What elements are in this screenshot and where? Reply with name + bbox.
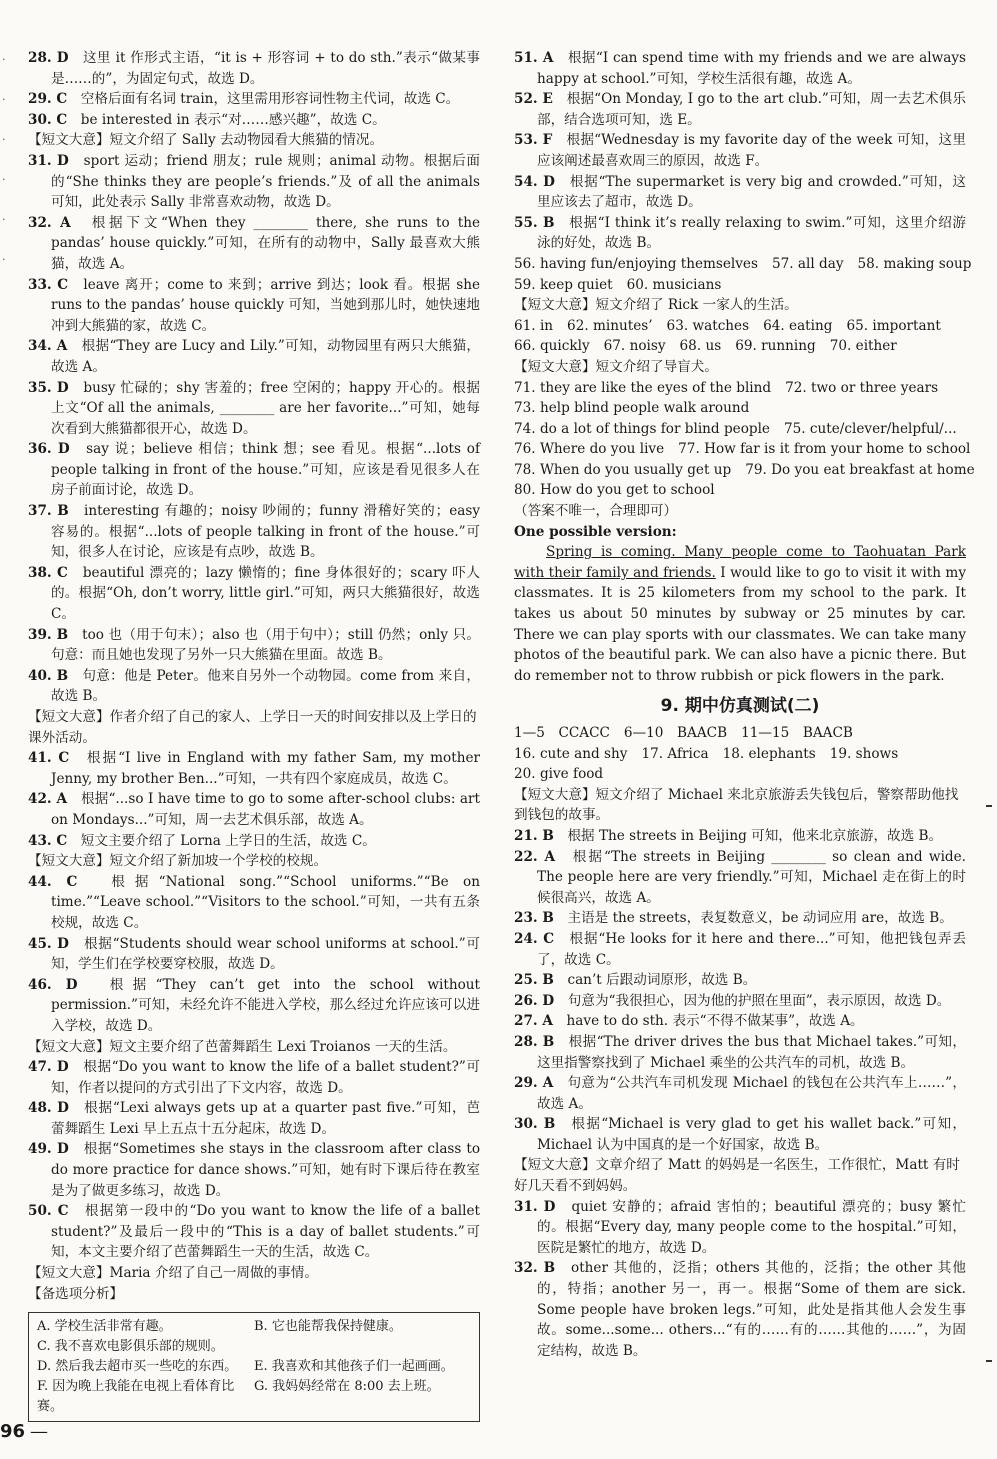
answer-item [28, 501, 480, 563]
item-number: 30. C [28, 111, 81, 128]
answer-item [514, 991, 966, 1012]
essay-underlined: Spring is coming. Many people come to Taohuatan Park with their family and friends. [514, 544, 966, 581]
right-column [514, 48, 975, 1361]
options-row [37, 1357, 471, 1377]
item-explanation: 句意为“我很担心，因为他的护照在里面”，表示原因，故选 D。 [567, 992, 951, 1009]
answer-item [514, 826, 966, 847]
item-number: 25. B [514, 972, 568, 989]
item-explanation: 根据“Do you want to know the life of a ballet student?”可知，作者以提问的方式引出了下文内容，故选 D。 [51, 1059, 480, 1096]
answer-item [28, 872, 480, 934]
answer-row [514, 460, 975, 481]
answer-entry: 65. important [846, 317, 941, 334]
answer-entry: 1—5 CCACC [514, 725, 610, 741]
options-row [37, 1317, 471, 1337]
option-entry: F. 因为晚上我能在电视上看体育比赛。 [37, 1379, 235, 1415]
passage-summary: 【短文大意】作者介绍了自己的家人、上学日一天的时间安排以及上学日的课外活动。 [28, 709, 477, 746]
answer-entry: 19. shows [829, 745, 899, 762]
item-explanation: have to do sth. 表示“不得不做某事”，故选 A。 [566, 1013, 864, 1030]
answer-item [514, 847, 966, 909]
answer-entry: 16. cute and shy [514, 745, 628, 762]
option-entry: G. 我妈妈经常在 8:00 去上班。 [254, 1379, 440, 1395]
answer-entry: 57. all day [771, 255, 844, 272]
note: （答案不唯一，合理即可） [514, 503, 678, 520]
answer-entry: 62. minutes’ [567, 317, 653, 334]
item-number: 48. D [28, 1100, 85, 1117]
item-number: 31. D [514, 1198, 572, 1215]
answer-item [28, 789, 480, 830]
item-number: 26. D [514, 992, 568, 1009]
answer-entry: 73. help blind people walk around [514, 400, 750, 417]
option-entry [254, 1337, 471, 1357]
answer-row [514, 378, 966, 399]
item-number: 34. A [28, 338, 82, 355]
binding-margin-marks: · · · · · · [2, 53, 6, 266]
item-number: 24. C [514, 930, 570, 947]
answer-entry: 79. Do you eat breakfast at home [745, 461, 975, 478]
options-row [37, 1377, 471, 1417]
answer-item [28, 213, 480, 275]
answer-item [514, 908, 966, 929]
item-number: 45. D [28, 935, 84, 952]
options-box [28, 1312, 480, 1422]
item-explanation: 根据“On Monday, I go to the art club.”可知，周一去艺术俱乐部，结合选项可知，选 E。 [537, 91, 966, 128]
answer-item [514, 1011, 966, 1032]
passage-summary: 【短文大意】短文介绍了 Sally 去动物园看大熊猫的情况。 [28, 132, 384, 149]
answer-item [28, 666, 480, 707]
answer-row [514, 336, 966, 357]
answer-entry: 71. they are like the eyes of the blind [514, 379, 772, 396]
item-explanation: 根据第一段中的“Do you want to know the life of a ballet student?”及最后一段中的“This is a day of ballet students.”可知，本文主要介绍了芭蕾舞蹈生一天的生活，故选 C。 [51, 1203, 480, 1261]
answer-entry: 11—15 BAACB [741, 725, 853, 741]
item-number: 50. C [28, 1203, 85, 1220]
item-number: 44. C [28, 873, 112, 890]
answer-item [28, 336, 480, 377]
item-explanation: 根据下文“When they ________ there, she runs to the pandas’ house quickly.”可知，在所有的动物中，Sally 最喜欢大熊猫，故选 A。 [51, 214, 480, 272]
item-explanation: 根据“Students should wear school uniforms at school.”可知，学生们在学校要穿校服，故选 D。 [51, 935, 481, 973]
answer-item [28, 563, 480, 625]
item-number: 40. B [28, 667, 83, 684]
answer-item [514, 1032, 966, 1073]
item-explanation: leave 离开；come to 来到；arrive 到达；look 看。根据 she runs to the pandas’ house quickly 可知，当她到那儿时，她快速地冲到大熊猫的家，故选 C。 [51, 276, 481, 334]
answer-entry: 61. in [514, 317, 554, 334]
passage-summary: 【短文大意】文章介绍了 Matt 的妈妈是一名医生，工作很忙，Matt 有时好几天看不到妈妈。 [514, 1157, 960, 1195]
passage-summary: 【备选项分析】 [28, 1285, 124, 1302]
answer-entry: 20. give food [514, 766, 604, 783]
item-number: 49. D [28, 1141, 84, 1158]
version-heading [514, 522, 966, 543]
page-number-dash: — [30, 1421, 48, 1442]
answer-item [28, 89, 480, 110]
answer-item [28, 151, 480, 213]
item-explanation: 根据“I live in England with my father Sam, my mother Jenny, my brother Ben...”可知，一共有四个家庭成员，故选 C。 [51, 750, 480, 787]
item-number: 29. A [514, 1075, 568, 1092]
passage-summary: 【短文大意】Maria 介绍了自己一周做的事情。 [28, 1265, 318, 1282]
answer-entry: 80. How do you get to school [514, 482, 715, 499]
item-number: 29. C [28, 91, 81, 108]
item-number: 53. F [514, 132, 567, 149]
item-explanation: 主语是 the streets，表复数意义，be 动词应用 are，故选 B。 [567, 910, 953, 927]
answer-item [514, 970, 966, 991]
item-explanation: 短文主要介绍了 Lorna 上学日的生活，故选 C。 [80, 832, 376, 849]
item-explanation: interesting 有趣的；noisy 吵闹的；funny 滑稽好笑的；easy 容易的。根据“...lots of people talking in front of the house.”可知，很多人在讨论，应该是有点吵，故选 B。 [51, 503, 480, 561]
passage-summary: 【短文大意】短文介绍了导盲犬。 [514, 358, 718, 375]
answer-item [514, 929, 966, 970]
answers-51-80 [514, 48, 975, 542]
answer-item [28, 1201, 480, 1263]
item-explanation: 句意为“公共汽车司机发现 Michael 的钱包在公共汽车上……”，故选 A。 [537, 1075, 966, 1112]
option-entry: C. 我不喜欢电影俱乐部的规则。 [37, 1339, 224, 1355]
version-heading-text: One possible version: [514, 523, 677, 540]
answer-item [28, 831, 480, 852]
answer-item [514, 130, 966, 171]
answer-item [28, 1139, 480, 1201]
item-explanation: 根据“The supermarket is very big and crowded.”可知，这里应该去了超市，故选 D。 [537, 173, 966, 211]
answer-row [514, 419, 966, 440]
answer-entry: 18. elephants [722, 745, 816, 762]
item-explanation: 根据“They can’t get into the school without permission.”可知，未经允许不能进入学校，那么经过允许应该可以进入学校，故选 D。 [51, 976, 480, 1034]
item-explanation: 根据“He looks for it here and there...”可知，他把钱包弄丢了，故选 C。 [537, 930, 966, 968]
item-explanation: 根据“The streets in Beijing ________ so clean and wide. The people here are very friendly.”可知，Michael 走在街上的时候很高兴，故选 A。 [537, 848, 966, 906]
item-number: 21. B [514, 827, 568, 844]
item-explanation: 根据“...so I have time to go to some after-school clubs: art on Mondays...”可知，周一去艺术俱乐部，故选 A。 [51, 791, 480, 828]
item-explanation: sport 运动；friend 朋友；rule 规则；animal 动物。根据后面的“She thinks they are people’s friends.”及 of all the animals 可知，此处表示 Sally 非常喜欢动物，故选 D。 [51, 152, 480, 211]
option-entry: E. 我喜欢和其他孩子们一起画画。 [254, 1359, 454, 1375]
answer-entry: 56. having fun/enjoying themselves [514, 255, 758, 272]
answer-entry: 67. noisy [603, 338, 666, 355]
answer-entry: 76. Where do you live [514, 441, 665, 458]
item-explanation: say 说；believe 相信；think 想；see 看见。根据“...lots of people talking in front of the house.”可知，应该是看见很多人在房子前面讨论，故选 D。 [51, 441, 480, 499]
passage-summary: 【短文大意】短文介绍了新加坡一个学校的校规。 [28, 853, 328, 870]
answer-item [514, 1197, 966, 1259]
answer-entry: 58. making soup [857, 255, 972, 272]
answer-item [28, 1098, 480, 1139]
item-number: 42. A [28, 791, 81, 808]
item-explanation: 根据“I can spend time with my friends and we are always happy at school.”可知，学校生活很有趣，故选 A。 [537, 50, 966, 87]
answer-entry: 59. keep quiet [514, 276, 613, 293]
answer-row [514, 744, 966, 765]
item-explanation: 根据 The streets in Beijing 可知，他来北京旅游，故选 B。 [567, 827, 943, 844]
item-number: 41. C [28, 750, 87, 767]
item-explanation: 根据“Lexi always gets up at a quarter past five.”可知，芭蕾舞蹈生 Lexi 早上五点十五分起床，故选 D。 [51, 1100, 480, 1137]
item-number: 32. B [514, 1260, 572, 1277]
item-number: 47. D [28, 1059, 84, 1076]
margin-tick [986, 805, 992, 807]
item-explanation: 根据“Sometimes she stays in the classroom after class to do more practice for dance shows.”可知，她有时下课后待在教室是为了做更多练习，故选 D。 [51, 1141, 480, 1199]
answer-item [28, 48, 480, 89]
answer-item [514, 1073, 966, 1114]
passage-summary: 【短文大意】短文主要介绍了芭蕾舞蹈生 Lexi Troianos 一天的生活。 [28, 1038, 457, 1055]
answer-entry: 75. cute/clever/helpful/... [783, 420, 957, 437]
answer-row [514, 439, 971, 460]
section-title: 9. 期中仿真测试(二) [660, 696, 820, 717]
answer-item [28, 378, 480, 440]
answer-entry: 68. us [679, 338, 722, 355]
item-explanation: 句意：他是 Peter。他来自另外一个动物园。come from 来自，故选 B。 [51, 667, 481, 705]
answer-row [514, 316, 966, 337]
answer-item [28, 625, 480, 666]
option-entry: A. 学校生活非常有趣。 [37, 1319, 172, 1335]
item-number: 46. D [28, 976, 110, 993]
item-explanation: quiet 安静的；afraid 害怕的；beautiful 漂亮的；busy 繁忙的。根据“Every day, many people come to the hospital.”可知，医院是繁忙的地方，故选 D。 [537, 1198, 967, 1256]
answer-row [514, 723, 966, 744]
item-number: 54. D [514, 173, 570, 190]
item-explanation: 这里 it 作形式主语，“it is + 形容词 + to do sth.”表示“做某事是……的”，为固定句式，故选 D。 [51, 50, 481, 87]
answer-item [28, 934, 480, 975]
answer-item [28, 275, 480, 337]
passage-summary: 【短文大意】短文介绍了 Michael 来北京旅游丢失钱包后，警察帮助他找到钱包的故事。 [514, 786, 959, 824]
item-number: 43. C [28, 832, 81, 849]
answer-entry: 60. musicians [626, 276, 722, 293]
item-number: 30. B [514, 1116, 572, 1133]
answer-item [514, 1258, 966, 1361]
answer-row [514, 275, 966, 296]
answer-item [28, 439, 480, 501]
answer-row [514, 398, 966, 419]
item-explanation: 根据“Wednesday is my favorite day of the week 可知，这里应该阐述最喜欢周三的原因，故选 F。 [537, 132, 966, 169]
margin-tick [986, 1360, 992, 1362]
item-explanation: 根据“They are Lucy and Lily.”可知，动物园里有两只大熊猫，故选 A。 [51, 338, 480, 375]
options-row [37, 1337, 471, 1357]
item-explanation: 根据“National song.”“School uniforms.”“Be on time.”“Leave school.”“Visitors to the school.”可知，一共有五条校规，故选 C。 [51, 873, 480, 931]
item-explanation: busy 忙碌的；shy 害羞的；free 空闲的；happy 开心的。根据上文“Of all the animals, ________ are her favorite...”可知，她每次看到大熊猫都很开心，故选 D。 [51, 379, 481, 437]
item-number: 28. D [28, 50, 83, 66]
item-number: 32. A [28, 214, 92, 231]
answer-item [514, 213, 966, 254]
essay-body: I would like to go to visit it with my classmates. It is 25 kilometers from my school to the park. It takes us about 50 minutes by subway or 25 minutes by car. There we can play sports with our classmates. We can take many photos of the beautiful park. We can also have a picnic there. But do remember not to throw rubbish or pick flowers in the park. [514, 564, 966, 684]
answer-entry: 66. quickly [514, 338, 590, 355]
item-number: 37. B [28, 503, 84, 520]
item-explanation: be interested in 表示“对……感兴趣”，故选 C。 [80, 111, 386, 128]
item-number: 33. C [28, 276, 84, 293]
answer-row [514, 764, 966, 785]
answer-entry: 72. two or three years [785, 379, 939, 396]
answer-item [514, 1114, 966, 1155]
answer-entry: 78. When do you usually get up [514, 461, 732, 478]
item-number: 27. A [514, 1013, 567, 1030]
answer-item [514, 48, 966, 89]
item-number: 35. D [28, 379, 84, 396]
item-number: 22. A [514, 848, 573, 865]
answer-item [28, 975, 480, 1037]
answer-item [28, 1057, 480, 1098]
passage-summary: 【短文大意】短文介绍了 Rick 一家人的生活。 [514, 297, 798, 314]
item-number: 39. B [28, 626, 83, 643]
option-entry: D. 然后我去超市买一些吃的东西。 [37, 1359, 238, 1375]
left-column [28, 48, 480, 1422]
answer-entry: 6—10 BAACB [623, 725, 728, 741]
item-number: 51. A [514, 50, 568, 66]
answers-midterm-test-2 [514, 723, 966, 1361]
answer-entry: 69. running [735, 338, 816, 355]
item-number: 36. D [28, 441, 87, 458]
item-explanation: 空格后面有名词 train，这里需用形容词性物主代词，故选 C。 [80, 91, 460, 108]
answer-entry: 74. do a lot of things for blind people [514, 420, 770, 437]
answer-item [514, 172, 966, 213]
item-explanation: other 其他的，泛指；others 其他的，泛指；the other 其他的，特指；another 另一，再一。根据“Some of them are sick. Some people have broken legs.”可知，此处是指其他人会发生事故。some...some... others...“有的……有的……其他的……”，为固定结构，故选 B。 [537, 1260, 967, 1359]
item-number: 52. E [514, 91, 567, 108]
answer-entry: 17. Africa [641, 745, 709, 762]
item-number: 38. C [28, 564, 83, 581]
item-number: 55. B [514, 214, 570, 231]
item-number: 23. B [514, 910, 568, 927]
option-entry: B. 它也能帮我保持健康。 [254, 1319, 402, 1335]
sample-essay [514, 542, 966, 686]
answer-entry: 64. eating [763, 317, 833, 334]
page-number: 96 [0, 1421, 26, 1442]
answer-row [514, 254, 972, 275]
item-explanation: 根据“The driver drives the bus that Michael takes.”可知，这里指警察找到了 Michael 乘坐的公共汽车的司机，故选 B。 [537, 1033, 966, 1071]
item-number: 31. D [28, 152, 84, 169]
answer-entry: 63. watches [666, 317, 750, 334]
answer-item [28, 110, 480, 131]
item-number: 28. B [514, 1033, 569, 1050]
item-explanation: 根据“Michael is very glad to get his wallet back.”可知，Michael 认为中国真的是一个好国家，故选 B。 [537, 1116, 966, 1153]
item-explanation: can’t 后跟动词原形，故选 B。 [567, 972, 757, 989]
answer-entry: 77. How far is it from your home to school [678, 441, 971, 458]
item-explanation: too 也（用于句末）；also 也（用于句中）；still 仍然；only 只。句意：而且她也发现了另外一只大熊猫在里面。故选 B。 [51, 626, 480, 664]
answer-item [514, 89, 966, 130]
item-explanation: 根据“I think it’s really relaxing to swim.”可知，这里介绍游泳的好处，故选 B。 [537, 214, 967, 252]
answer-row [514, 480, 966, 501]
item-explanation: beautiful 漂亮的；lazy 懒惰的；fine 身体很好的；scary 吓人的。根据“Oh, don’t worry, little girl.”可知，两只大熊猫很好，故选 C。 [51, 564, 480, 623]
answer-entry: 70. either [829, 338, 897, 355]
answer-item [28, 748, 480, 789]
